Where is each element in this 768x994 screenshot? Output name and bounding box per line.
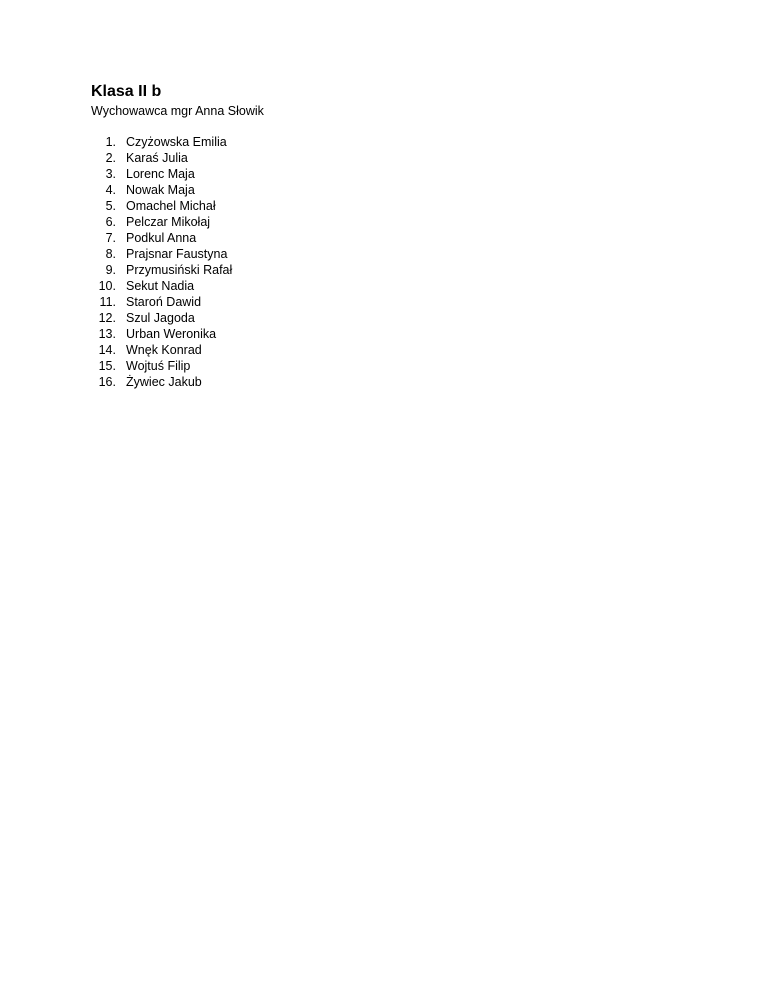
student-name: Wojtuś Filip (126, 359, 191, 373)
item-number: 13. (98, 327, 116, 341)
item-number: 5. (105, 199, 116, 213)
list-item (91, 198, 232, 214)
list-item (91, 246, 232, 262)
list-item (91, 262, 232, 278)
student-name: Szul Jagoda (126, 311, 195, 325)
student-name: Omachel Michał (126, 199, 216, 213)
homeroom-teacher: Wychowawca mgr Anna Słowik (91, 104, 264, 118)
student-name: Wnęk Konrad (126, 343, 202, 357)
item-number: 9. (105, 263, 116, 277)
list-item (91, 150, 232, 166)
student-name: Czyżowska Emilia (126, 135, 227, 149)
list-item (91, 310, 232, 326)
student-name: Podkul Anna (126, 231, 197, 245)
item-number: 16. (98, 375, 116, 389)
list-item (91, 326, 232, 342)
student-name: Lorenc Maja (126, 167, 195, 181)
list-item (91, 182, 232, 198)
item-number: 3. (105, 167, 116, 181)
item-number: 4. (105, 183, 116, 197)
item-number: 8. (105, 247, 116, 261)
student-name: Sekut Nadia (126, 279, 195, 293)
list-item (91, 230, 232, 246)
student-name: Nowak Maja (126, 183, 195, 197)
item-number: 10. (98, 279, 116, 293)
item-number: 15. (98, 359, 116, 373)
student-name: Pelczar Mikołaj (126, 215, 211, 229)
list-item (91, 166, 232, 182)
student-name: Prajsnar Faustyna (126, 247, 228, 261)
item-number: 12. (98, 311, 116, 325)
item-number: 6. (105, 215, 116, 229)
item-number: 7. (105, 231, 116, 245)
student-name: Karaś Julia (126, 151, 188, 165)
item-number: 14. (98, 343, 116, 357)
class-title: Klasa II b (91, 83, 162, 100)
student-name: Przymusiński Rafał (126, 263, 233, 277)
student-name: Żywiec Jakub (126, 375, 202, 389)
list-item (91, 358, 232, 374)
student-name: Urban Weronika (126, 327, 217, 341)
item-number: 2. (105, 151, 116, 165)
list-item (91, 342, 232, 358)
student-list (91, 134, 232, 390)
list-item (91, 374, 232, 390)
list-item (91, 214, 232, 230)
student-name: Staroń Dawid (126, 295, 202, 309)
list-item (91, 294, 232, 310)
list-item (91, 278, 232, 294)
item-number: 1. (105, 135, 116, 149)
list-item (91, 134, 232, 150)
item-number: 11. (99, 295, 116, 309)
